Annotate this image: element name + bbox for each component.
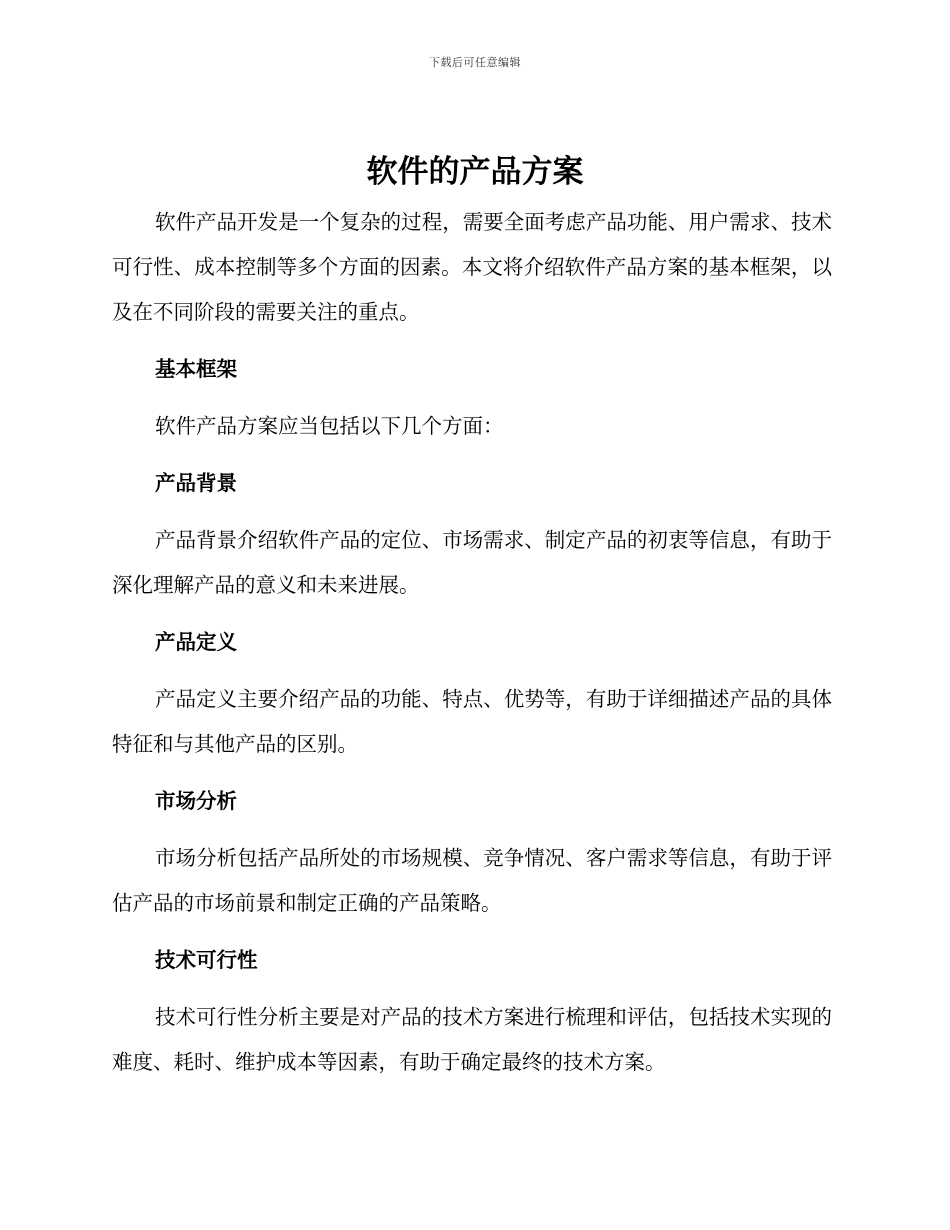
intro-paragraph: 软件产品开发是一个复杂的过程，需要全面考虑产品功能、用户需求、技术可行性、成本控制等多个方面的因素。本文将介绍软件产品方案的基本框架，以及在不同阶段的需要关注的重点。 — [112, 210, 832, 324]
framework-heading: 基本框架 — [155, 357, 237, 381]
section-heading-market: 市场分析 — [155, 789, 237, 813]
page-header-note: 下载后可任意编辑 — [429, 56, 521, 69]
section-paragraph-background: 产品背景介绍软件产品的定位、市场需求、制定产品的初衷等信息，有助于深化理解产品的意义和未来进展。 — [112, 528, 832, 597]
section-heading-feasibility: 技术可行性 — [155, 948, 258, 972]
section-heading-definition: 产品定义 — [155, 630, 237, 654]
section-paragraph-definition: 产品定义主要介绍产品的功能、特点、优势等，有助于详细描述产品的具体特征和与其他产品的区别。 — [112, 687, 832, 756]
framework-paragraph: 软件产品方案应当包括以下几个方面： — [155, 414, 504, 438]
section-heading-background: 产品背景 — [155, 471, 237, 495]
section-paragraph-market: 市场分析包括产品所处的市场规模、竞争情况、客户需求等信息，有助于评估产品的市场前景和制定正确的产品策略。 — [112, 846, 832, 915]
section-paragraph-feasibility: 技术可行性分析主要是对产品的技术方案进行梳理和评估，包括技术实现的难度、耗时、维护成本等因素，有助于确定最终的技术方案。 — [112, 1005, 832, 1074]
document-title: 软件的产品方案 — [366, 154, 584, 190]
document-body — [112, 200, 832, 1085]
